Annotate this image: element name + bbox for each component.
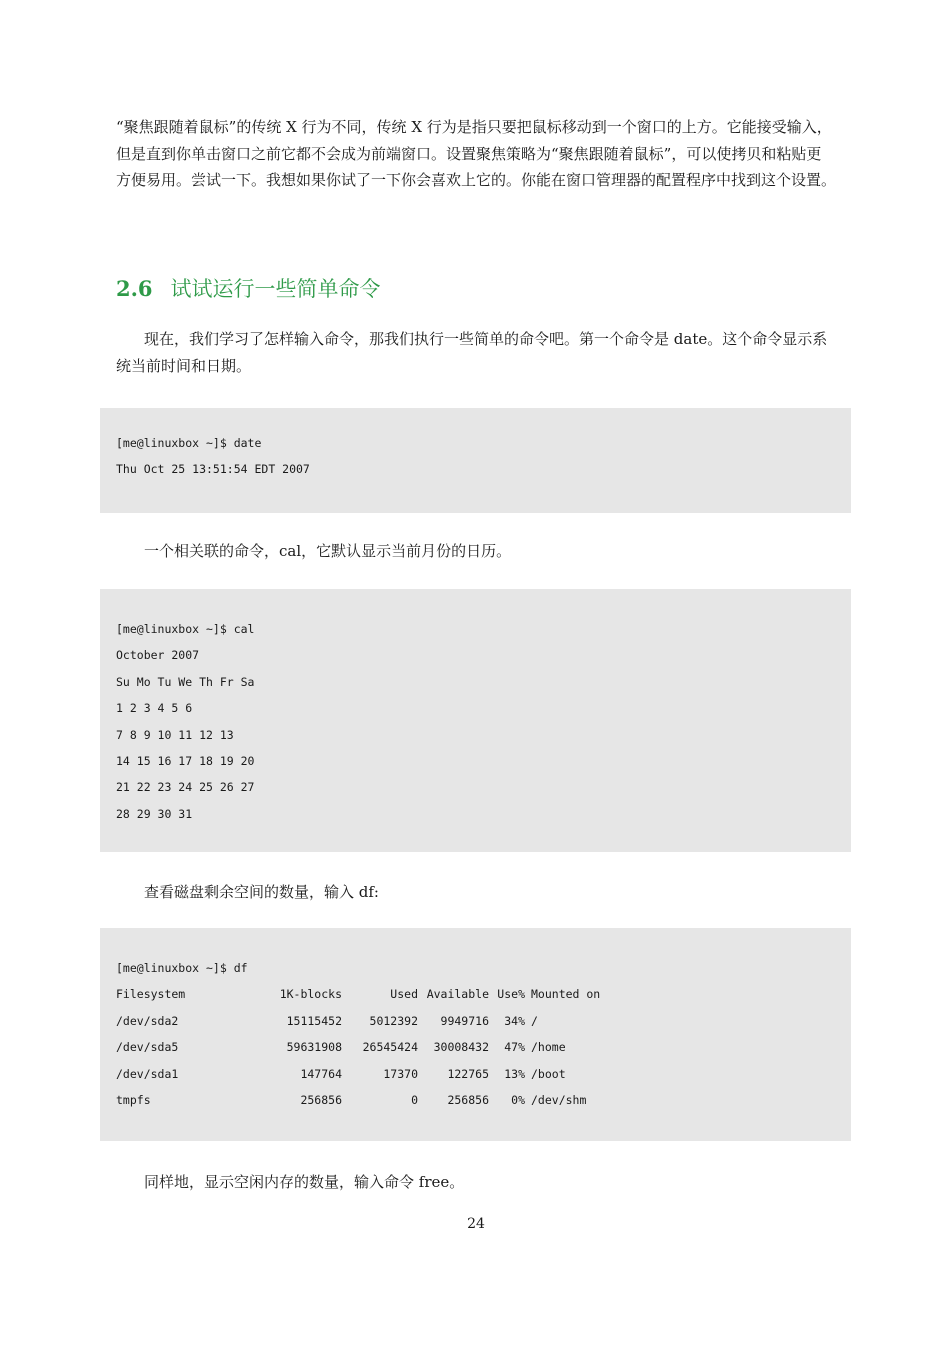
date-output-line: Thu Oct 25 13:51:54 EDT 2007	[116, 462, 310, 477]
df-available-cell: 256856	[447, 1092, 489, 1107]
df-blocks-cell: 1K-blocks	[279, 987, 342, 1002]
df-blocks-cell: 15115452	[286, 1013, 342, 1028]
cal-output-line: [me@linuxbox ~]$ cal	[116, 622, 255, 636]
section-heading	[116, 274, 381, 304]
df-blocks-cell: 59631908	[286, 1040, 342, 1055]
df-used-cell: 26545424	[362, 1040, 418, 1055]
cal-output-line: October 2007	[116, 648, 200, 663]
df-use-percent-cell: Use%	[497, 987, 525, 1002]
df-mounted-on-cell: /home	[531, 1040, 566, 1055]
cal-output-line: 21 22 23 24 25 26 27	[116, 780, 255, 795]
df-used-cell: 17370	[383, 1066, 418, 1081]
paragraph-free-intro: 同样地，显示空闲内存的数量，输入命令 free。	[144, 1173, 465, 1191]
paragraph-cal-intro: 一个相关联的命令，cal，它默认显示当前月份的日历。	[144, 542, 512, 560]
df-table-row	[116, 1087, 851, 1113]
df-header-row	[116, 981, 851, 1007]
df-blocks-cell: 256856	[300, 1092, 342, 1107]
df-table-row	[116, 1034, 851, 1060]
df-mounted-on-cell: /boot	[531, 1066, 566, 1081]
df-filesystem-cell: /dev/sda2	[116, 1013, 179, 1028]
paragraph-date-intro: 现在，我们学习了怎样输入命令，那我们执行一些简单的命令吧。第一个命令是 date。这个命令显示系统当前时间和日期。	[116, 330, 828, 375]
df-used-cell: 0	[411, 1092, 418, 1107]
df-available-cell: 30008432	[433, 1040, 489, 1055]
cal-output-line: 14 15 16 17 18 19 20	[116, 753, 255, 768]
df-available-cell: Available	[426, 987, 489, 1002]
df-used-cell: Used	[390, 987, 418, 1002]
df-prompt: [me@linuxbox ~]$ df	[116, 961, 248, 975]
code-block-cal	[100, 589, 851, 852]
df-filesystem-cell: Filesystem	[116, 987, 186, 1002]
df-available-cell: 122765	[447, 1066, 489, 1081]
section-number: 2.6	[116, 276, 153, 301]
page-number: 24	[467, 1216, 485, 1232]
df-blocks-cell: 147764	[300, 1066, 342, 1081]
cal-output-line: 28 29 30 31	[116, 806, 193, 821]
cal-output-line: 7 8 9 10 11 12 13	[116, 727, 234, 742]
df-output-table	[116, 981, 851, 1113]
df-table-row	[116, 1061, 851, 1087]
section-title: 试试运行一些简单命令	[170, 277, 381, 301]
df-use-percent-cell: 13%	[504, 1066, 525, 1081]
df-use-percent-cell: 47%	[504, 1040, 525, 1055]
df-use-percent-cell: 0%	[511, 1092, 525, 1107]
df-mounted-on-cell: /	[531, 1013, 538, 1028]
df-filesystem-cell: /dev/sda1	[116, 1066, 179, 1081]
intro-paragraph: “聚焦跟随着鼠标”的传统 X 行为不同，传统 X 行为是指只要把鼠标移动到一个窗口的上方。它能接受输入，但是直到你单击窗口之前它都不会成为前端窗口。设置聚焦策略为“聚焦跟随着鼠标”，可以使拷贝和粘贴更方便易用。尝试一下。我想如果你试了一下你会喜欢上它的。你能在窗口管理器的配置程序中找到这个设置。	[116, 118, 837, 189]
cal-output-line: Su Mo Tu We Th Fr Sa	[116, 674, 255, 689]
cal-output-line: 1 2 3 4 5 6	[116, 701, 193, 716]
df-used-cell: 5012392	[369, 1013, 418, 1028]
df-mounted-on-cell: Mounted on	[531, 987, 601, 1002]
df-filesystem-cell: /dev/sda5	[116, 1040, 179, 1055]
paragraph-df-intro: 查看磁盘剩余空间的数量，输入 df:	[144, 883, 379, 901]
df-mounted-on-cell: /dev/shm	[531, 1092, 587, 1107]
df-use-percent-cell: 34%	[504, 1013, 525, 1028]
date-output-line: [me@linuxbox ~]$ date	[116, 436, 262, 450]
df-filesystem-cell: tmpfs	[116, 1092, 151, 1107]
df-table-row	[116, 1008, 851, 1034]
code-block-date	[100, 408, 851, 513]
df-available-cell: 9949716	[440, 1013, 489, 1028]
code-block-df	[100, 928, 851, 1141]
